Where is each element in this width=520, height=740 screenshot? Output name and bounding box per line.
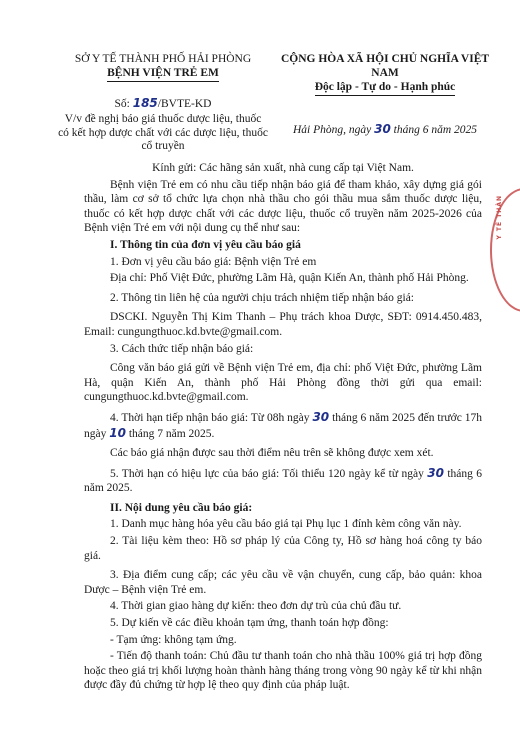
date-suffix: tháng 6 năm 2025	[393, 124, 478, 136]
section-2-heading: II. Nội dung yêu cầu báo giá:	[110, 501, 253, 514]
item-1-2-contact: DSCKI. Nguyễn Thị Kim Thanh – Phụ trách khoa Dược, SĐT: 0914.450.483, Email: cungungthuoc.kd.bvte@gmail.com.	[84, 311, 482, 338]
intro-paragraph: Bệnh viện Trẻ em có nhu cầu tiếp nhận báo giá để tham khảo, xây dựng giá gói thầu, làm cơ sở tổ chức lựa chọn nhà thầu cho gói thầu mua sắm thuốc dược liệu, thuốc có kết hợp dược chất với các dược liệu, thuốc cổ truyền năm 2025-2026 của Bệnh viện Trẻ em với nội dung cụ thể như sau:	[84, 178, 482, 235]
place-and-date	[270, 122, 500, 137]
date-day-handwritten: 30	[374, 122, 391, 136]
item-1-3-method: Công văn báo giá gửi về Bệnh viện Trẻ em, địa chỉ: phố Việt Đức, phường Lãm Hà, quận Kiến An, thành phố Hải Phòng đồng thời gửi qua email: cungungthuoc.kd.bvte@gmail.com.	[84, 362, 482, 404]
national-heading	[270, 52, 500, 137]
seal-stamp-text: Y TẾ THÀN	[496, 195, 503, 240]
issuer-block	[58, 52, 268, 154]
section-1-heading: I. Thông tin của đơn vị yêu cầu báo giá	[110, 238, 301, 251]
item-2-1: 1. Danh mục hàng hóa yêu cầu báo giá tại Phụ lục 1 đính kèm công văn này.	[110, 518, 462, 531]
item-1-1: 1. Đơn vị yêu cầu báo giá: Bệnh viện Trẻ em	[110, 255, 317, 268]
national-motto: Độc lập - Tự do - Hạnh phúc	[315, 80, 456, 96]
item-1-4-text-c: tháng 7 năm 2025.	[128, 427, 215, 440]
document-number	[58, 96, 268, 111]
item-1-5-text-b: tháng 6 năm 2025.	[84, 467, 483, 495]
greeting: Kính gửi: Các hãng sản xuất, nhà cung cấp tại Việt Nam.	[152, 162, 414, 174]
item-1-1-address: Địa chỉ: Phố Việt Đức, phường Lãm Hà, quận Kiến An, thành phố Hải Phòng.	[110, 272, 469, 285]
issuer-org-name: BỆNH VIỆN TRẺ EM	[107, 66, 219, 82]
document-number-label: Số:	[114, 98, 130, 110]
item-2-5: 5. Dự kiến về các điều khoản tạm ứng, thanh toán hợp đồng:	[110, 617, 389, 630]
item-1-5	[84, 466, 482, 496]
item-1-4-text-b: tháng 6 năm 2025 đến trước 17h ngày	[84, 411, 483, 440]
item-1-3: 3. Cách thức tiếp nhận báo giá:	[110, 342, 254, 355]
item-1-5-text-a: 5. Thời hạn có hiệu lực của báo giá: Tối thiểu 120 ngày kể từ ngày	[110, 467, 424, 480]
issuer-parent-org: SỞ Y TẾ THÀNH PHỐ HẢI PHÒNG	[74, 53, 252, 65]
item-1-4	[84, 410, 482, 441]
item-1-4-note: Các báo giá nhận được sau thời điểm nêu trên sẽ không được xem xét.	[110, 447, 434, 460]
item-1-4-text-a: 4. Thời hạn tiếp nhận báo giá: Từ 08h ngày	[110, 411, 310, 424]
nation-name: CỘNG HÒA XÃ HỘI CHỦ NGHĨA VIỆT NAM	[280, 53, 490, 79]
item-2-5-payment: - Tiến độ thanh toán: Chủ đầu tư thanh toán cho nhà thầu 100% giá trị hợp đồng hoặc theo giá trị khối lượng hoàn thành hàng tháng trong vòng 90 ngày kể từ khi nhận được đầy đủ chứng từ hợp lệ theo quy định của pháp luật.	[84, 650, 482, 692]
item-1-5-day-handwritten: 30	[427, 465, 444, 480]
item-1-4-end-day-handwritten: 10	[109, 425, 126, 440]
document-subject: V/v đề nghị báo giá thuốc dược liệu, thuốc có kết hợp dược chất với các dược liệu, thuốc cổ truyền	[58, 113, 268, 152]
date-prefix: Hải Phòng, ngày	[292, 124, 372, 136]
item-1-4-day-handwritten: 30	[312, 409, 330, 424]
item-1-2: 2. Thông tin liên hệ của người chịu trách nhiệm tiếp nhận báo giá:	[110, 291, 414, 304]
item-2-5-advance: - Tạm ứng: không tạm ứng.	[110, 633, 237, 646]
item-2-3: 3. Địa điểm cung cấp; các yêu cầu về vận chuyển, cung cấp, bảo quản: khoa Dược – Bệnh viện Trẻ em.	[84, 569, 482, 596]
letter-body	[84, 161, 482, 695]
document-number-suffix: /BVTE-KD	[157, 98, 212, 110]
document-number-handwritten: 185	[132, 96, 158, 110]
item-2-2: 2. Tài liệu kèm theo: Hồ sơ pháp lý của Công ty, Hồ sơ hàng hoá công ty báo giá.	[84, 535, 482, 562]
item-2-4: 4. Thời gian giao hàng dự kiến: theo đơn dự trù của chủ đầu tư.	[110, 600, 402, 613]
